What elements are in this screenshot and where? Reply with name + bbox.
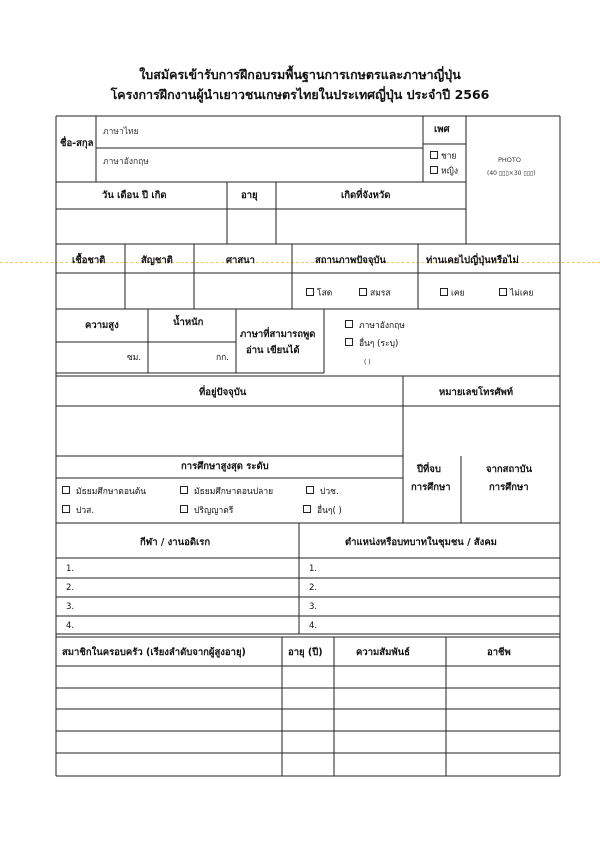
edu-option-lower-secondary[interactable] [62,487,146,496]
edu-option-high-vocational[interactable] [62,506,94,515]
address-label: ที่อยู่ปัจจุบัน [199,387,247,398]
been-yes-checkbox[interactable] [440,288,448,296]
lower-secondary-text: มัธยมศึกษาตอนต้น [76,486,147,497]
other-language-text: อื่นๆ (ระบุ) [359,338,399,349]
other-language-checkbox[interactable] [345,338,353,346]
age-label: อายุ [241,190,258,201]
language-label-line2: อ่าน เขียนได้ [246,345,300,356]
education-label: การศึกษาสูงสุด ระดับ [181,461,269,472]
other-language-option[interactable] [345,339,398,348]
upper-secondary-checkbox[interactable] [180,486,188,494]
bachelor-text: ปริญญาตรี [194,505,234,516]
community-number-2: 2. [309,583,318,593]
been-to-japan-label: ท่านเคยไปญี่ปุ่นหรือไม่ [426,255,519,266]
been-no-text: ไม่เคย [510,288,534,299]
bachelor-checkbox[interactable] [180,505,188,513]
name-label: ชื่อ-สกุล [60,138,94,149]
upper-secondary-text: มัธยมศึกษาตอนปลาย [194,486,274,497]
female-option[interactable] [430,167,458,176]
language-label-line1: ภาษาที่สามารถพูด [240,329,316,340]
been-no-option[interactable] [499,289,533,298]
photo-label: PHOTO [498,156,522,164]
male-checkbox[interactable] [430,151,438,159]
form-subtitle: โครงการฝึกงานผู้นำเยาวชนเกษตรไทยในประเทศญี่ปุ่น ประจำปี 2566 [110,87,490,102]
institution-label-2: การศึกษา [489,482,529,493]
weight-unit: กก. [216,353,229,363]
married-text: สมรส [370,288,391,299]
weight-label: น้ำหนัก [173,317,204,328]
religion-label: ศาสนา [226,255,255,266]
edu-other-checkbox[interactable] [303,505,311,513]
sports-number-4: 4. [66,621,75,631]
other-language-blank[interactable]: ( ) [364,359,371,366]
height-unit: ซม. [127,353,142,363]
edu-option-vocational[interactable] [306,487,339,496]
sports-number-1: 1. [66,564,75,574]
birth-province-label: เกิดที่จังหวัด [341,190,391,201]
race-label: เชื้อชาติ [72,255,106,266]
vocational-text: ปวช. [320,486,339,497]
english-language-option[interactable] [345,321,405,330]
community-number-1: 1. [309,564,318,574]
vocational-checkbox[interactable] [306,486,314,494]
photo-size: (40 ▯▯▯×30 ▯▯▯) [487,170,536,177]
been-yes-text: เคย [451,288,465,299]
institution-label-1: จากสถาบัน [486,464,533,475]
single-text: โสด [317,288,333,299]
community-number-4: 4. [309,621,318,631]
female-checkbox[interactable] [430,166,438,174]
male-option[interactable] [430,152,457,161]
married-checkbox[interactable] [359,288,367,296]
been-no-checkbox[interactable] [499,288,507,296]
high-vocational-checkbox[interactable] [62,505,70,513]
edu-option-bachelor[interactable] [180,506,233,515]
relationship-label: ความสัมพันธ์ [356,647,410,658]
single-option[interactable] [306,289,332,298]
family-members-label: สมาชิกในครอบครัว (เรียงลำดับจากผู้สูงอายุ) [62,647,246,658]
thai-name-label: ภาษาไทย [103,127,139,137]
lower-secondary-checkbox[interactable] [62,486,70,494]
occupation-label: อาชีพ [487,647,511,658]
female-text: หญิง [441,166,458,177]
edu-option-upper-secondary[interactable] [180,487,273,496]
english-name-label: ภาษาอังกฤษ [103,157,149,167]
form-title: ใบสมัครเข้ารับการฝึกอบรมพื้นฐานการเกษตรและภาษาญี่ปุ่น [139,67,461,82]
english-text: ภาษาอังกฤษ [359,320,405,331]
grad-year-label-2: การศึกษา [411,482,451,493]
family-age-label: อายุ (ปี) [288,647,323,658]
marital-status-label: สถานภาพปัจจุบัน [315,255,386,266]
edu-option-other[interactable] [303,506,342,515]
sports-number-3: 3. [66,602,75,612]
english-checkbox[interactable] [345,320,353,328]
single-checkbox[interactable] [306,288,314,296]
male-text: ชาย [441,151,457,162]
sports-number-2: 2. [66,583,75,593]
high-vocational-text: ปวส. [76,505,95,516]
grad-year-label-1: ปีที่จบ [417,464,441,475]
community-role-label: ตำแหน่งหรือบทบาทในชุมชน / สังคม [345,537,497,548]
sports-hobbies-label: กีฬา / งานอดิเรก [140,537,211,548]
sex-label: เพศ [434,124,450,135]
phone-label: หมายเลขโทรศัพท์ [439,387,514,398]
dob-label: วัน เดือน ปี เกิด [102,190,167,201]
edu-other-text: อื่นๆ( ) [317,505,342,516]
nationality-label: สัญชาติ [141,255,173,266]
been-yes-option[interactable] [440,289,465,298]
height-label: ความสูง [85,320,119,331]
married-option[interactable] [359,289,391,298]
community-number-3: 3. [309,602,318,612]
